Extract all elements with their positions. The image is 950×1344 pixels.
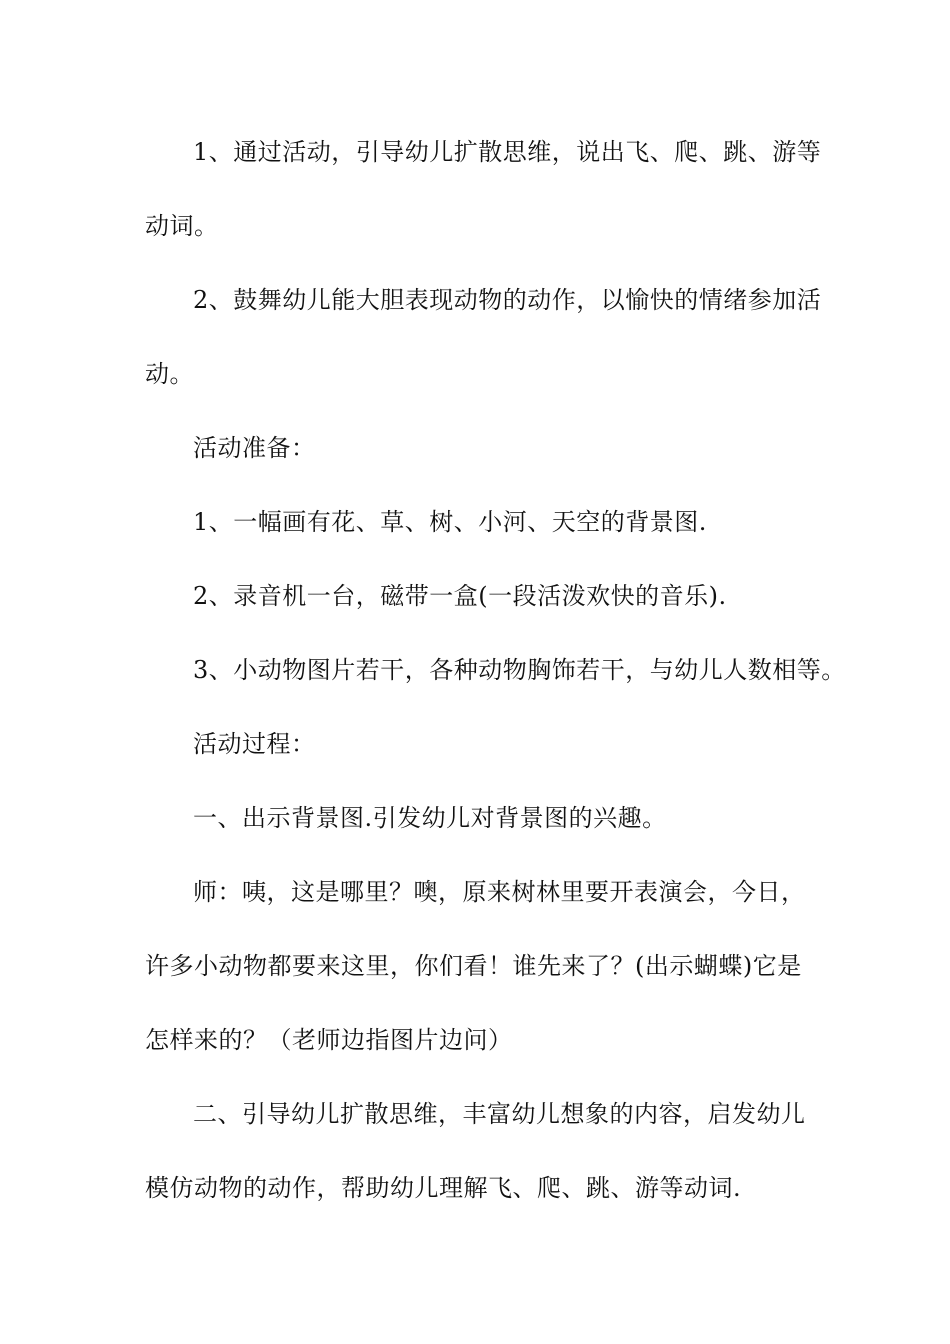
objective-2-line-2: 动。 [145, 360, 194, 388]
preparation-item-2: 2、录音机一台，磁带一盒(一段活泼欢快的音乐). [193, 582, 727, 610]
preparation-item-1: 1、一幅画有花、草、树、小河、天空的背景图. [193, 508, 707, 536]
process-step-1: 一、出示背景图.引发幼儿对背景图的兴趣。 [193, 804, 667, 832]
process-step-2-line-2: 模仿动物的动作，帮助幼儿理解飞、爬、跳、游等动词. [145, 1174, 742, 1202]
objective-1-line-2: 动词。 [145, 212, 219, 240]
objective-2-line-1: 2、鼓舞幼儿能大胆表现动物的动作，以愉快的情绪参加活 [193, 286, 822, 314]
teacher-dialogue-line-2: 许多小动物都要来这里，你们看！谁先来了？(出示蝴蝶)它是 [145, 952, 802, 980]
objective-1-line-1: 1、通过活动，引导幼儿扩散思维，说出飞、爬、跳、游等 [193, 138, 822, 166]
teacher-dialogue-line-3: 怎样来的？（老师边指图片边问） [145, 1026, 513, 1054]
process-heading: 活动过程： [193, 730, 316, 758]
teacher-dialogue-line-1: 师：咦，这是哪里？噢，原来树林里要开表演会，今日， [193, 878, 806, 906]
process-step-2-line-1: 二、引导幼儿扩散思维，丰富幼儿想象的内容，启发幼儿 [193, 1100, 806, 1128]
preparation-item-3: 3、小动物图片若干，各种动物胸饰若干，与幼儿人数相等。 [193, 656, 846, 684]
preparation-heading: 活动准备： [193, 434, 316, 462]
